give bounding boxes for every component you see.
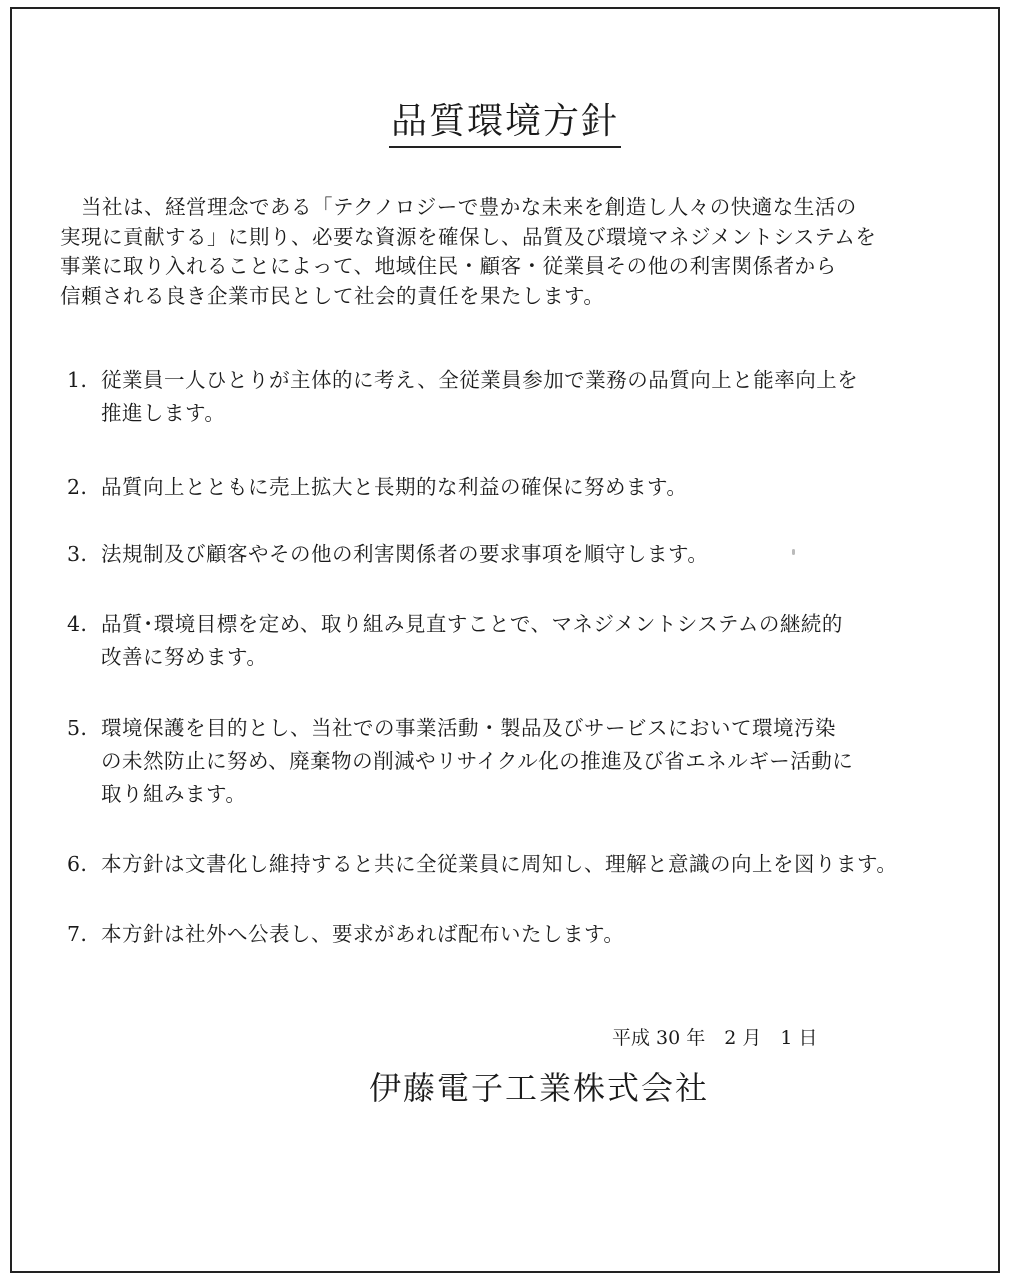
item-text <box>101 918 987 951</box>
policy-item-1 <box>67 364 987 430</box>
item-line: 従業員一人ひとりが主体的に考え、全従業員参加で業務の品質向上と能率向上を <box>101 368 859 392</box>
item-line: 取り組みます。 <box>101 782 247 806</box>
document-title <box>0 100 1010 148</box>
item-line: 法規制及び顧客やその他の利害関係者の要求事項を順守します。 <box>101 542 709 566</box>
item-line: 品質向上とともに売上拡大と長期的な利益の確保に努めます。 <box>101 475 688 499</box>
item-line: 本方針は文書化し維持すると共に全従業員に周知し、理解と意識の向上を図ります。 <box>101 852 898 876</box>
item-text <box>101 712 987 811</box>
item-text <box>101 364 987 430</box>
item-number: 7． <box>67 922 102 946</box>
item-line: 改善に努めます。 <box>101 645 268 669</box>
item-line: の未然防止に努め、廃棄物の削減やリサイクル化の推進及び省エネルギー活動に <box>101 749 854 773</box>
intro-paragraph <box>60 193 980 311</box>
item-number: 6． <box>67 852 102 876</box>
scan-speck <box>792 549 795 555</box>
issue-date: 平成 30 年 2 月 1 日 <box>612 1027 818 1049</box>
policy-item-5 <box>67 712 987 811</box>
intro-line: 事業に取り入れることによって、地域住民・顧客・従業員その他の利害関係者から <box>60 254 837 278</box>
intro-line: 信頼される良き企業市民として社会的責任を果たします。 <box>60 283 605 308</box>
item-text <box>101 538 987 571</box>
item-text <box>101 471 987 504</box>
item-number: 4． <box>67 612 102 636</box>
policy-item-6 <box>67 848 987 881</box>
item-line: 推進します。 <box>101 401 226 425</box>
item-text <box>101 848 987 881</box>
item-number: 1． <box>67 368 102 392</box>
item-number: 5． <box>67 716 102 740</box>
item-line: 本方針は社外へ公表し、要求があれば配布いたします。 <box>101 922 625 946</box>
document-title-text: 品質環境方針 <box>389 100 621 148</box>
policy-item-7 <box>67 918 987 951</box>
item-number: 3． <box>67 542 102 566</box>
intro-line: 当社は、経営理念である「テクノロジーで豊かな未来を創造し人々の快適な生活の <box>60 195 857 219</box>
item-number: 2． <box>67 475 102 499</box>
item-text <box>101 608 987 674</box>
item-line: 品質･環境目標を定め、取り組み見直すことで、マネジメントシステムの継続的 <box>101 612 843 636</box>
policy-item-4 <box>67 608 987 674</box>
intro-line: 実現に貢献する」に則り、必要な資源を確保し、品質及び環境マネジメントシステムを <box>60 224 877 249</box>
item-line: 環境保護を目的とし、当社での事業活動・製品及びサービスにおいて環境汚染 <box>101 716 836 740</box>
company-name: 伊藤電子工業株式会社 <box>369 1069 710 1107</box>
policy-item-3 <box>67 538 987 571</box>
policy-item-2 <box>67 471 987 504</box>
